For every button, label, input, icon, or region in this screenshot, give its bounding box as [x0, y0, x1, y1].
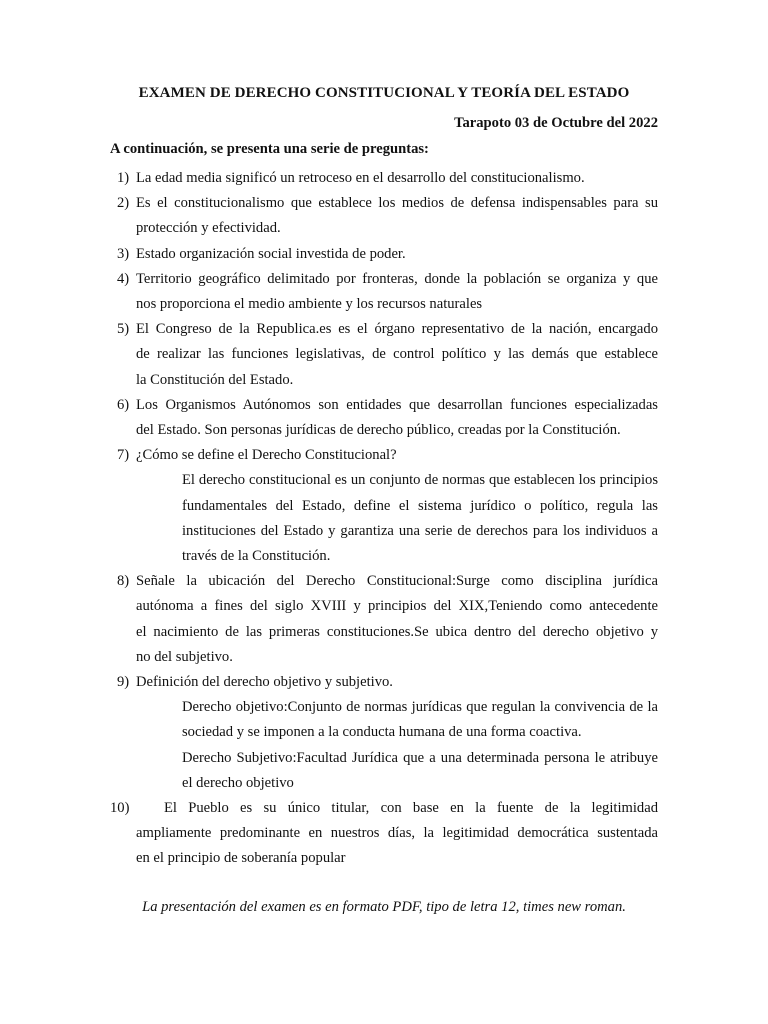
question-number: 5): [117, 321, 130, 338]
question-item: [110, 242, 658, 267]
question-number: 1): [117, 170, 130, 186]
question-text-line: El Congreso de la Republica.es es el órgano representativo de la nación, encargado: [136, 321, 658, 338]
question-number: 8): [117, 573, 130, 590]
question-text-line: Señale la ubicación del Derecho Constitucional:Surge como disciplina jurídica: [136, 573, 658, 590]
answer-text-line: Derecho Subjetivo:Facultad Jurídica que a una determinada persona le atribuye: [182, 749, 658, 766]
question-number: 10): [110, 800, 130, 817]
question-item: [110, 267, 658, 317]
question-list: [110, 166, 658, 872]
exam-date: Tarapoto 03 de Octubre del 2022: [454, 115, 658, 131]
question-text-line: El Pueblo es su único titular, con base en la fuente de la legitimidad: [164, 800, 658, 817]
answer-block: [110, 695, 658, 796]
answer-text-line: sociedad y se imponen a la conducta humana de una forma coactiva.: [182, 724, 582, 741]
question-text-line: Estado organización social investida de poder.: [136, 245, 406, 262]
question-text-line: Los Organismos Autónomos son entidades que desarrollan funciones especializadas: [136, 396, 658, 413]
question-text-line: la Constitución del Estado.: [136, 371, 294, 388]
question-item: [110, 796, 658, 872]
answer-text-line: instituciones del Estado y garantiza una serie de derechos para los individuos a: [182, 522, 658, 539]
exam-title: EXAMEN DE DERECHO CONSTITUCIONAL Y TEORÍA DEL ESTADO: [138, 85, 630, 101]
footer-note: La presentación del examen es en formato PDF, tipo de letra 12, times new roman.: [142, 899, 626, 915]
intro-text: A continuación, se presenta una serie de preguntas:: [110, 141, 429, 157]
question-text-line: no del subjetivo.: [136, 648, 233, 665]
question-item: [110, 166, 658, 191]
answer-text-line: través de la Constitución.: [182, 548, 331, 565]
question-number: 6): [117, 396, 130, 413]
question-text-line: Definición del derecho objetivo y subjetivo.: [136, 674, 393, 691]
question-number: 9): [117, 674, 130, 691]
question-text-line: La edad media significó un retroceso en el desarrollo del constitucionalismo.: [136, 170, 585, 186]
question-number: 4): [117, 270, 130, 287]
question-text-line: ampliamente predominante en nuestros días, la legitimidad democrática sustentada: [136, 825, 658, 842]
answer-block: [110, 468, 658, 569]
question-text-line: ¿Cómo se define el Derecho Constitucional?: [136, 447, 397, 464]
answer-text-line: El derecho constitucional es un conjunto de normas que establecen los principios: [182, 472, 658, 489]
question-text-line: el nacimiento de las primeras constituciones.Se ubica dentro del derecho objetivo y: [136, 623, 658, 640]
question-text-line: en el principio de soberanía popular: [136, 850, 346, 867]
question-text-line: de realizar las funciones legislativas, de control político y las demás que establece: [136, 346, 658, 363]
question-item: [110, 443, 658, 569]
question-text-line: Es el constitucionalismo que establece los medios de defensa indispensables para su: [136, 195, 658, 212]
question-text-line: Territorio geográfico delimitado por fronteras, donde la población se organiza y que: [136, 270, 658, 287]
question-text-line: protección y efectividad.: [136, 220, 281, 237]
question-number: 3): [117, 245, 130, 262]
question-item: [110, 393, 658, 443]
question-item: [110, 191, 658, 241]
question-item: [110, 317, 658, 393]
question-number: 2): [117, 195, 130, 212]
question-text-line: del Estado. Son personas jurídicas de derecho público, creadas por la Constitución.: [136, 422, 621, 439]
answer-text-line: Derecho objetivo:Conjunto de normas jurídicas que regulan la convivencia de la: [182, 699, 658, 716]
question-item: [110, 569, 658, 670]
answer-text-line: el derecho objetivo: [182, 774, 294, 791]
question-item: [110, 670, 658, 796]
question-text-line: autónoma a fines del siglo XVIII y principios del XIX,Teniendo como antecedente: [136, 598, 658, 615]
question-number: 7): [117, 447, 130, 464]
answer-text-line: fundamentales del Estado, define el sistema jurídico o político, regula las: [182, 497, 658, 514]
question-text-line: nos proporciona el medio ambiente y los recursos naturales: [136, 296, 483, 313]
